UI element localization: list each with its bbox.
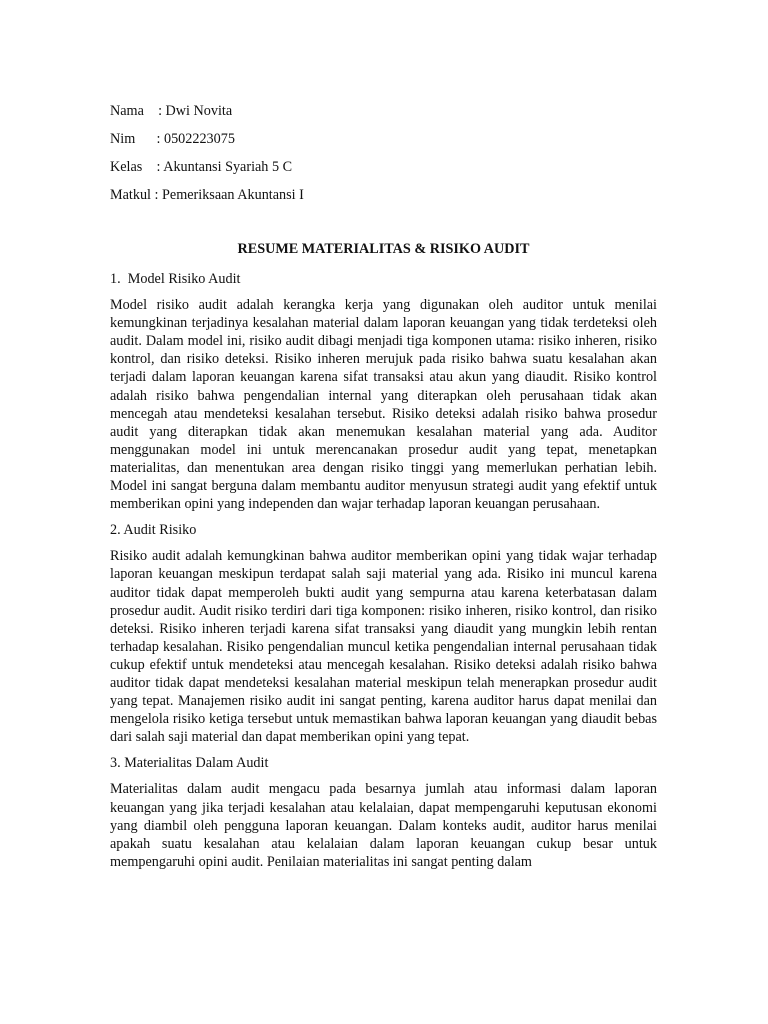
course-line: Matkul : Pemeriksaan Akuntansi I [110, 187, 304, 203]
section-paragraph: Risiko audit adalah kemungkinan bahwa auditor memberikan opini yang tidak wajar terhadap laporan keuangan meskipun terdapat salah saji material yang ada. Risiko ini muncul karena auditor tidak dapat memperoleh bukti audit yang sempurna atau karena keterbatasan dalam prosedur audit. Audit risiko terdiri dari tiga komponen: risiko inheren, risiko kontrol, dan risiko deteksi. Risiko inheren terjadi karena sifat transaksi yang diaudit yang mungkin lebih rentan terhadap kesalahan. Risiko pengendalian muncul ketika pengendalian internal perusahaan tidak cukup efektif untuk mendeteksi atau mencegah kesalahan. Risiko deteksi adalah risiko bahwa auditor tidak dapat mendeteksi kesalahan material meskipun telah menerapkan prosedur audit yang tepat. Manajemen risiko audit ini sangat penting, karena auditor harus dapat menilai dan mengelola risiko ketiga tersebut untuk memastikan bahwa laporan keuangan yang diaudit bebas dari salah saji material dan dapat memberikan opini yang tepat. [110, 548, 657, 746]
section-heading: 3. Materialitas Dalam Audit [110, 755, 269, 772]
document-title: RESUME MATERIALITAS & RISIKO AUDIT [237, 241, 530, 257]
name-line: Nama : Dwi Novita [110, 103, 233, 119]
document-content [110, 240, 657, 879]
student-info [110, 102, 660, 214]
section-paragraph: Model risiko audit adalah kerangka kerja yang digunakan oleh auditor untuk menilai kemungkinan terjadinya kesalahan material dalam laporan keuangan yang tidak terdeteksi oleh audit. Dalam model ini, risiko audit dibagi menjadi tiga komponen utama: risiko inheren, risiko kontrol, dan risiko deteksi. Risiko inheren merujuk pada risiko bahwa suatu kesalahan akan terjadi dalam laporan keuangan karena sifat transaksi atau akun yang diaudit. Risiko kontrol adalah risiko bahwa pengendalian internal yang diterapkan oleh perusahaan tidak akan mencegah atau mendeteksi kesalahan tersebut. Risiko deteksi adalah risiko bahwa prosedur audit yang diterapkan tidak akan menemukan kesalahan material yang ada. Auditor menggunakan model ini untuk merencanakan prosedur audit yang tepat, menetapkan materialitas, dan menentukan area dengan risiko tinggi yang memerlukan perhatian lebih. Model ini sangat berguna dalam membantu auditor menyusun strategi audit yang efektif untuk memberikan opini yang independen dan wajar terhadap laporan keuangan perusahaan. [110, 297, 657, 513]
student-id-line: Nim : 0502223075 [110, 131, 235, 147]
section-heading: 2. Audit Risiko [110, 522, 197, 539]
class-line: Kelas : Akuntansi Syariah 5 C [110, 159, 293, 175]
section-paragraph: Materialitas dalam audit mengacu pada besarnya jumlah atau informasi dalam laporan keuangan yang jika terjadi kesalahan atau kelalaian, dapat mempengaruhi keputusan ekonomi yang diambil oleh pengguna laporan keuangan. Dalam konteks audit, auditor harus menilai apakah suatu kesalahan atau kelalaian dalam laporan keuangan cukup besar untuk mempengaruhi opini audit. Penilaian materialitas ini sangat penting dalam [110, 781, 657, 870]
section-heading: 1. Model Risiko Audit [110, 271, 241, 287]
